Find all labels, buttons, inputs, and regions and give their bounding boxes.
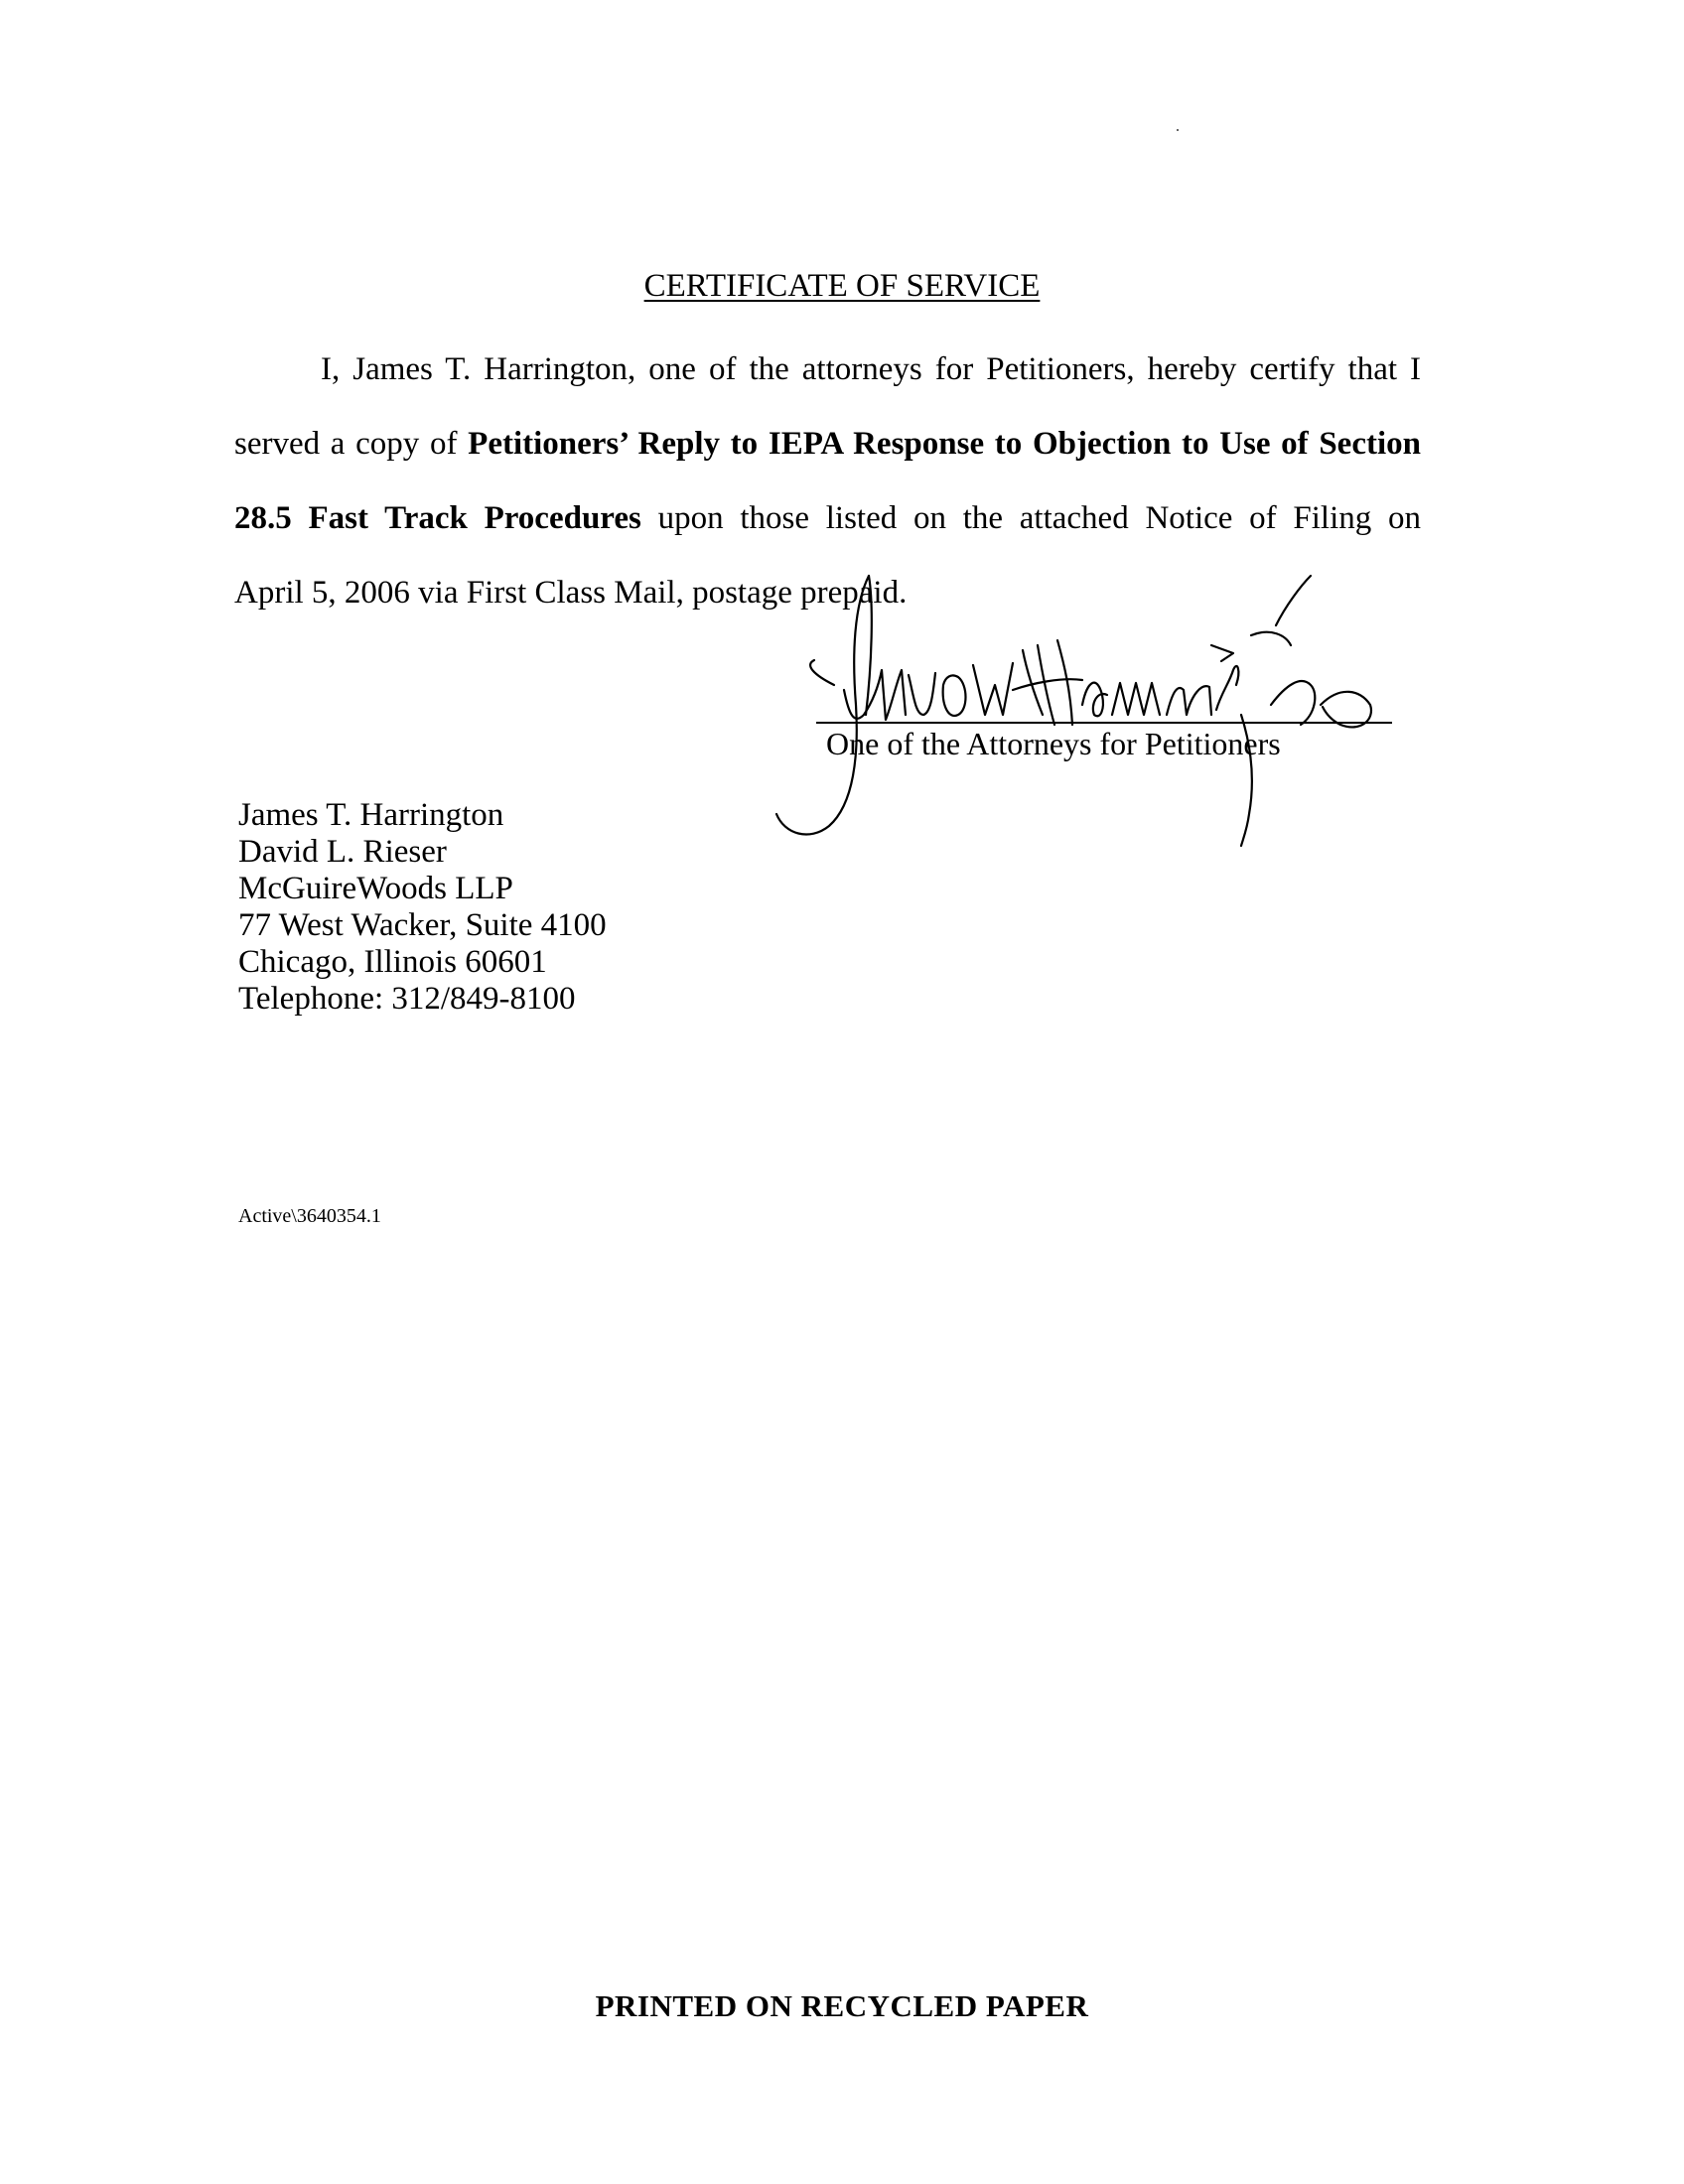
certification-line-3: [234, 498, 1421, 538]
document-title: CERTIFICATE OF SERVICE: [643, 268, 1041, 304]
handwritten-signature: [774, 566, 1430, 864]
address-line: Telephone: 312/849-8100: [238, 981, 576, 1017]
scan-speck: [1177, 129, 1179, 131]
certification-line-1: I, James T. Harrington, one of the attorneys for Petitioners, hereby certify that I: [321, 351, 1421, 387]
address-line: James T. Harrington: [238, 797, 504, 833]
address-line: Chicago, Illinois 60601: [238, 944, 547, 980]
attorney-address-block: [238, 797, 607, 1018]
document-reference-bold: Petitioners’ Reply to IEPA Response to Objection to Use of Section: [468, 426, 1421, 462]
certification-line-2: [234, 424, 1421, 464]
address-line: David L. Rieser: [238, 834, 447, 870]
document-reference-bold-continued: 28.5 Fast Track Procedures: [234, 500, 641, 536]
address-line: McGuireWoods LLP: [238, 871, 513, 906]
recycled-paper-footer: PRINTED ON RECYCLED PAPER: [595, 1988, 1089, 2023]
address-line: 77 West Wacker, Suite 4100: [238, 907, 607, 943]
certification-line-4: April 5, 2006 via First Class Mail, postage prepaid.: [234, 575, 908, 611]
signature-caption: One of the Attorneys for Petitioners: [826, 726, 1281, 761]
signature-line: [816, 722, 1392, 724]
certification-line-3-text: upon those listed on the attached Notice of Filing on: [640, 500, 1421, 536]
certification-line-2-text: served a copy of: [234, 426, 469, 462]
document-reference-number: Active\3640354.1: [238, 1205, 381, 1227]
